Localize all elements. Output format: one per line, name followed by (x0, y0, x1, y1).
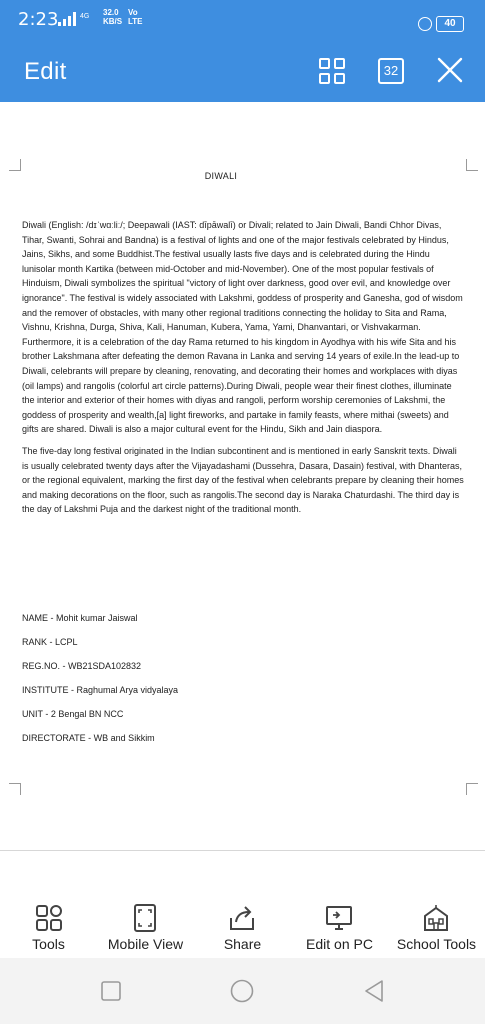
status-bar (0, 0, 485, 38)
share-button[interactable] (194, 898, 291, 958)
edit-on-pc-button[interactable] (291, 898, 388, 958)
home-icon[interactable] (230, 979, 254, 1003)
rotation-lock-icon (418, 17, 432, 31)
edit-on-pc-label: Edit on PC (306, 936, 373, 952)
tools-button[interactable] (0, 898, 97, 958)
mobile-view-icon (133, 904, 157, 932)
divider (0, 850, 485, 851)
close-icon[interactable] (436, 56, 464, 84)
tools-grid-icon (35, 904, 63, 932)
share-label: Share (223, 936, 262, 952)
network-speed-value: 32.0 (103, 8, 119, 17)
network-speed-unit: KB/S (103, 17, 123, 26)
edit-button[interactable]: Edit (24, 58, 67, 85)
volte-top-label: Vo (128, 8, 138, 17)
paragraph: Diwali (English: /dɪˈwɑːliː/; Deepawali (IAST: dīpāwalī) or Divali; related to Jain Diwali, Bandi Chhor Divas, Tihar, Swanti, Sohrai and Bandna) is a festival of lights and one of the major festivals celebrated by Hindus, Jains, Sikhs, and some Buddhist.The festival usually lasts five days and is celebrated during the Hindu lunisolar month Kartika (between mid-October and mid-November). One of the most popular festivals of Hinduism, Diwali symbolizes the spiritual "victory of light over darkness, good over evil, and knowledge over ignorance". The festival is widely associated with Lakshmi, goddess of prosperity and Ganesha, god of wisdom and the remover of obstacles, with many other regional traditions connecting the holiday to Sita and Rama, Vishnu, Krishna, Durga, Shiva, Kali, Hanuman, Kubera, Yama, Yami, Dhanvantari, or Vishvakarman. Furthermore, it is a celebration of the day Rama returned to his kingdom in Ayodhya with his wife Sita and his brother Lakshmana after defeating the demon Ravana in Lanka and serving 14 years of exile.In the lead-up to Diwali, celebrants will prepare by cleaning, renovating, and decorating their homes and workplaces with diyas (oil lamps) and rangolis (colorful art circle patterns).During Diwali, people wear their finest clothes, illuminate the interior and exterior of their homes with diyas and rangoli, perform worship ceremonies of Lakshmi, the goddess of prosperity and wealth,[a] light fireworks, and partake in family feasts, where mithai (sweets) and gifts are shared. Diwali is also a major cultural event for the Hindu, Sikh and Jain diaspora. (22, 220, 463, 435)
edit-on-pc-icon (325, 904, 353, 932)
bottom-toolbar (0, 898, 485, 958)
thumbnail-grid-icon[interactable] (319, 58, 345, 84)
paragraph: The five-day long festival originated in the Indian subcontinent and is mentioned in early Sanskrit texts. Diwali is usually celebrated twenty days after the Vijayadashami (Dussehra, Dasara, Dasain) festival, with Dhanteras, or the regional equivalent, marking the first day of the festival when celebrants prepare by cleaning their homes and making decorations on the floor, such as rangolis.The second day is Naraka Chaturdashi. The third day is the day of Lakshmi Puja and the darkest night of the traditional month. (22, 445, 464, 515)
network-type-label: 4G (80, 13, 90, 20)
page-count-button[interactable]: 32 (378, 58, 404, 84)
info-unit: UNIT - 2 Bengal BN NCC (22, 709, 124, 719)
school-tools-button[interactable] (388, 898, 485, 958)
share-icon (228, 904, 256, 932)
info-name: NAME - Mohit kumar Jaiswal (22, 613, 138, 623)
info-directorate: DIRECTORATE - WB and Sikkim (22, 733, 155, 743)
info-institute: INSTITUTE - Raghumal Arya vidyalaya (22, 685, 179, 695)
info-reg-no: REG.NO. - WB21SDA102832 (22, 661, 142, 671)
app-bar (0, 38, 485, 102)
info-rank: RANK - LCPL (22, 637, 78, 647)
tools-label: Tools (32, 936, 65, 952)
page-corner-mark (9, 783, 21, 795)
volte-bottom-label: LTE (128, 17, 143, 26)
battery-level: 40 (436, 16, 464, 32)
recent-apps-icon[interactable] (100, 980, 122, 1002)
network-speed (103, 8, 122, 26)
document-page (0, 102, 485, 850)
mobile-view-button[interactable] (97, 898, 194, 958)
mobile-view-label: Mobile View (107, 936, 184, 952)
page-corner-mark (9, 159, 21, 171)
volte-indicator (128, 8, 143, 26)
school-icon (422, 904, 450, 932)
system-nav-bar (0, 958, 485, 1024)
document-title: DIWALI (204, 171, 238, 181)
back-icon[interactable] (363, 979, 385, 1003)
signal-strength-icon (58, 12, 78, 26)
page-corner-mark (466, 783, 478, 795)
page-corner-mark (466, 159, 478, 171)
status-time: 2:23 (18, 9, 59, 30)
document-body (22, 218, 464, 524)
school-tools-label: School Tools (396, 936, 477, 952)
